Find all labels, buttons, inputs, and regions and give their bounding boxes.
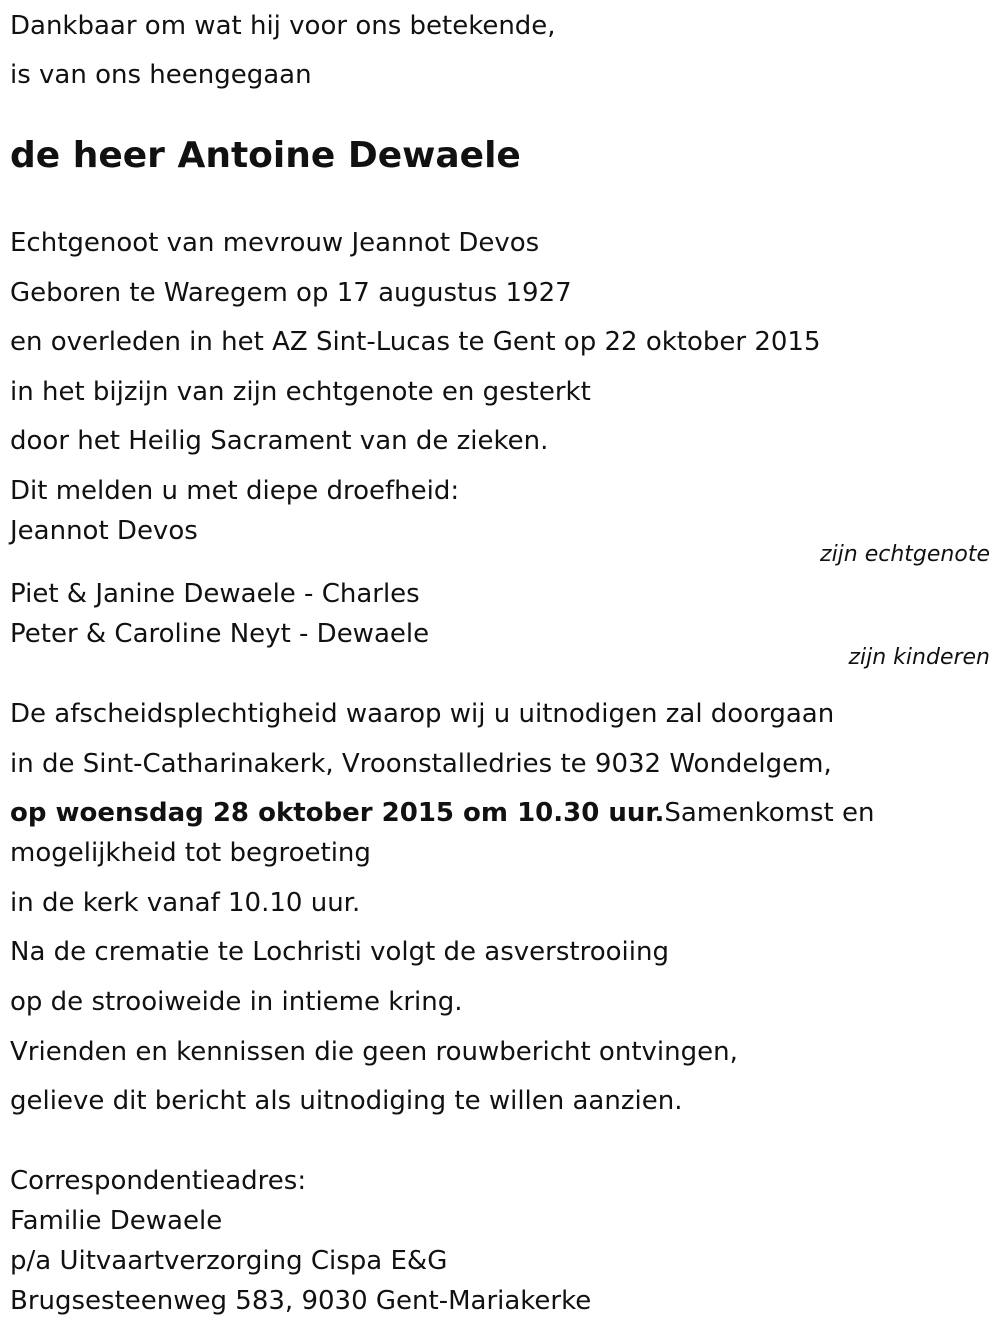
ceremony-line: op de strooiweide in intieme kring. [10, 987, 463, 1017]
detail-line: Echtgenoot van mevrouw Jeannot Devos [10, 228, 540, 258]
ceremony-line: in de kerk vanaf 10.10 uur. [10, 888, 361, 918]
deceased-name: de heer Antoine Dewaele [10, 135, 521, 176]
detail-line: in het bijzijn van zijn echtgenote en gesterkt [10, 377, 591, 407]
correspondence-line: Brugsesteenweg 583, 9030 Gent-Mariakerke [10, 1286, 592, 1316]
correspondence-heading: Correspondentieadres: [10, 1166, 307, 1196]
intro-line-2: is van ons heengegaan [10, 60, 312, 90]
ceremony-datetime: op woensdag 28 oktober 2015 om 10.30 uur. [10, 798, 665, 828]
detail-line: Geboren te Waregem op 17 augustus 1927 [10, 278, 572, 308]
ceremony-line: mogelijkheid tot begroeting [10, 838, 371, 868]
ceremony-datetime-line [10, 796, 874, 830]
ceremony-line: Na de crematie te Lochristi volgt de asverstrooiing [10, 937, 669, 967]
spouse-name: Jeannot Devos [10, 516, 198, 546]
correspondence-line: Familie Dewaele [10, 1206, 223, 1236]
ceremony-line: gelieve dit bericht als uitnodiging te willen aanzien. [10, 1086, 683, 1116]
intro-line-1: Dankbaar om wat hij voor ons betekende, [10, 11, 556, 41]
ceremony-gathering-text: Samenkomst en [664, 798, 875, 828]
ceremony-line: in de Sint-Catharinakerk, Vroonstalledries te 9032 Wondelgem, [10, 749, 832, 779]
detail-line: door het Heilig Sacrament van de zieken. [10, 426, 549, 456]
child-family: Peter & Caroline Neyt - Dewaele [10, 619, 430, 649]
correspondence-line: p/a Uitvaartverzorging Cispa E&G [10, 1246, 448, 1276]
child-family: Piet & Janine Dewaele - Charles [10, 579, 420, 609]
ceremony-line: Vrienden en kennissen die geen rouwbericht ontvingen, [10, 1037, 738, 1067]
spouse-role: zijn echtgenote [820, 542, 990, 567]
children-role: zijn kinderen [848, 645, 990, 670]
announcement: Dit melden u met diepe droefheid: [10, 476, 460, 506]
detail-line: en overleden in het AZ Sint-Lucas te Gent op 22 oktober 2015 [10, 327, 821, 357]
ceremony-line: De afscheidsplechtigheid waarop wij u uitnodigen zal doorgaan [10, 699, 835, 729]
